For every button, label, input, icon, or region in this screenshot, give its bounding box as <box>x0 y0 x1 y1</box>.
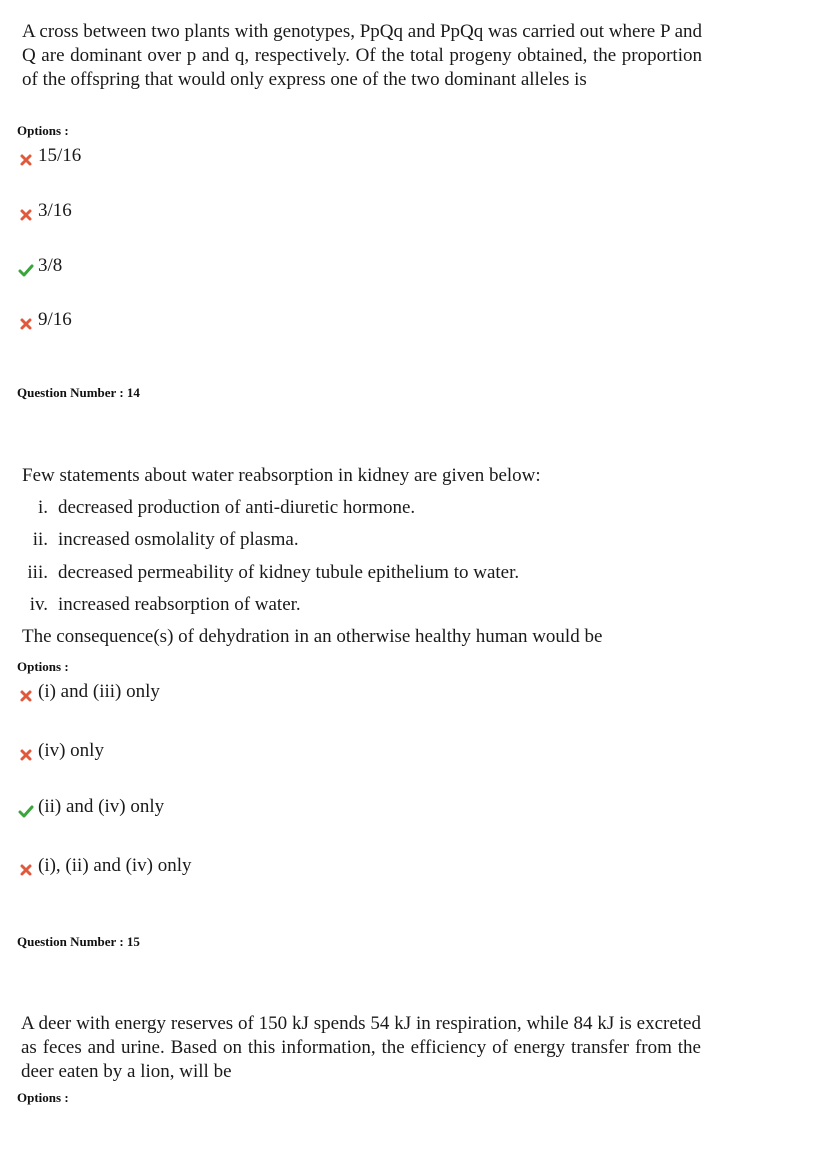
cross-icon <box>18 688 34 704</box>
options-label: Options : <box>17 1090 69 1105</box>
question-text: A deer with energy reserves of 150 kJ spends 54 kJ in respiration, while 84 kJ is excreted as feces and urine. Based on this information, the efficiency of energy transfer from the deer eaten by a lion, will be <box>21 1013 701 1082</box>
question-number-14: Question Number : 14 <box>17 385 140 400</box>
question-number-15: Question Number : 15 <box>17 934 140 949</box>
question-text: A cross between two plants with genotypes, PpQq and PpQq was carried out where P and Q are dominant over p and q, respectively. Of the total progeny obtained, the proportion of the offspring that would only express one of the two dominant alleles is <box>22 21 703 90</box>
option-q14-2[interactable] <box>18 739 104 763</box>
cross-icon <box>18 747 34 763</box>
cross-icon <box>18 207 34 223</box>
statement-text: decreased permeability of kidney tubule epithelium to water. <box>58 562 520 583</box>
option-text: (i), (ii) and (iv) only <box>38 855 192 876</box>
option-text: 3/8 <box>38 255 63 276</box>
question-14-text: The consequence(s) of dehydration in an otherwise healthy human would be <box>22 626 603 647</box>
option-text: 3/16 <box>38 200 72 221</box>
option-text: (ii) and (iv) only <box>38 796 165 817</box>
statement-text: increased osmolality of plasma. <box>58 529 299 550</box>
statement-text: decreased production of anti-diuretic hormone. <box>58 497 416 518</box>
option-q14-4[interactable] <box>18 854 192 878</box>
option-text: 15/16 <box>38 145 82 166</box>
statement-number: iv. <box>29 594 48 615</box>
option-q14-1[interactable] <box>18 680 160 704</box>
statement-i <box>18 497 668 521</box>
statement-text: increased reabsorption of water. <box>58 594 301 615</box>
statement-number: ii. <box>32 529 48 550</box>
option-q13-4[interactable] <box>18 308 72 332</box>
option-text: (i) and (iii) only <box>38 681 160 702</box>
statement-number: iii. <box>27 562 48 583</box>
options-label: Options : <box>17 123 69 138</box>
cross-icon <box>18 152 34 168</box>
option-q13-2[interactable] <box>18 199 72 223</box>
question-13-text <box>22 20 702 92</box>
check-icon <box>18 803 34 819</box>
cross-icon <box>18 316 34 332</box>
cross-icon <box>18 862 34 878</box>
option-q14-3[interactable] <box>18 795 164 819</box>
question-15-text <box>21 1012 701 1084</box>
option-text: 9/16 <box>38 309 72 330</box>
option-q13-3[interactable] <box>18 254 62 278</box>
statement-number: i. <box>37 497 48 518</box>
option-q13-1[interactable] <box>18 144 81 168</box>
statement-ii <box>18 529 668 553</box>
statement-iii <box>18 562 668 586</box>
statement-iv <box>18 594 668 618</box>
check-icon <box>18 262 34 278</box>
options-label: Options : <box>17 659 69 674</box>
question-14-intro: Few statements about water reabsorption in kidney are given below: <box>22 465 541 486</box>
option-text: (iv) only <box>38 740 104 761</box>
